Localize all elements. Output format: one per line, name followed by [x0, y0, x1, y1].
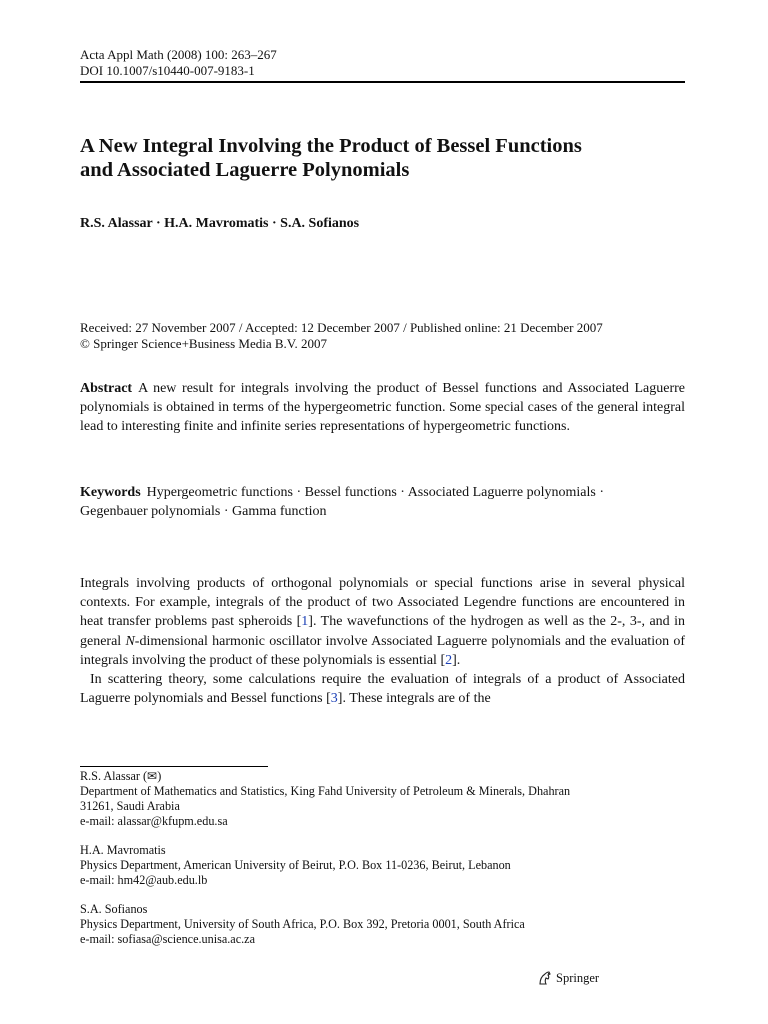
affiliation-email[interactable]: e-mail: alassar@kfupm.edu.sa — [80, 814, 228, 828]
keywords — [80, 483, 640, 521]
publisher-name: Springer — [556, 970, 600, 985]
springer-horse-icon — [537, 970, 553, 986]
citation-link-2[interactable]: 2 — [445, 652, 453, 668]
copyright-line: © Springer Science+Business Media B.V. 2007 — [80, 336, 327, 351]
paragraph-text: -dimensional harmonic oscillator involve Associated Laguerre polynomials and the evaluation of integrals involving the product of these polynomials is essential [ — [80, 633, 685, 668]
affiliation-mavromatis — [80, 843, 685, 888]
footnote-rule — [80, 766, 268, 767]
publisher-logo — [537, 970, 599, 986]
abstract-text: A new result for integrals involving the product of Bessel functions and Associated Laguerre polynomials is obtained in terms of the hypergeometric function. Some special cases of the general integral lead to interesting finite and infinite series representations of hypergeometric functions. — [80, 381, 685, 435]
abstract-label: Abstract — [80, 381, 133, 396]
paragraph-1 — [80, 574, 685, 670]
affiliation-name: S.A. Sofianos — [80, 902, 148, 916]
paragraph-text: Integrals involving products of orthogonal polynomials or special functions arise in several physical contexts. For example, integrals of the product of two Associated Legendre functions are encountered in heat transfer problems past spheroids [ — [80, 576, 685, 630]
affiliation-email[interactable]: e-mail: sofiasa@science.unisa.ac.za — [80, 932, 255, 946]
author-affiliations — [80, 769, 685, 961]
citation-link-3[interactable]: 3 — [330, 691, 338, 707]
abstract — [80, 379, 685, 437]
title-line-2: and Associated Laguerre Polynomials — [80, 159, 410, 181]
title-line-1: A New Integral Involving the Product of Bessel Functions — [80, 135, 582, 157]
paragraph-text: In scattering theory, some calculations require the evaluation of integrals of a product of Associated Laguerre polynomials and Bessel functions [ — [80, 672, 685, 707]
header-rule — [80, 81, 685, 83]
paragraph-text: ]. These integrals are of the — [337, 691, 491, 707]
affiliation-name: H.A. Mavromatis — [80, 843, 166, 857]
affiliation-address: Physics Department, University of South Africa, P.O. Box 392, Pretoria 0001, South Africa — [80, 917, 525, 931]
math-variable-n: N — [125, 633, 135, 649]
affiliation-email[interactable]: e-mail: hm42@aub.edu.lb — [80, 873, 208, 887]
paragraph-2 — [80, 670, 685, 708]
affiliation-alassar — [80, 769, 685, 829]
author-list: R.S. Alassar · H.A. Mavromatis · S.A. Sofianos — [80, 216, 360, 231]
affiliation-name: R.S. Alassar (✉) — [80, 769, 162, 783]
dates-line: Received: 27 November 2007 / Accepted: 12 December 2007 / Published online: 21 December 2007 — [80, 320, 603, 335]
keywords-text: Hypergeometric functions · Bessel functions · Associated Laguerre polynomials · Gegenbauer polynomials · Gamma function — [80, 485, 605, 520]
journal-reference — [80, 47, 277, 79]
citation-link-1[interactable]: 1 — [301, 614, 309, 630]
publication-dates — [80, 320, 603, 352]
journal-citation: Acta Appl Math (2008) 100: 263–267 — [80, 47, 277, 62]
affiliation-address: Department of Mathematics and Statistics, King Fahd University of Petroleum & Minerals, Dhahran — [80, 784, 571, 798]
affiliation-sofianos — [80, 902, 685, 947]
doi-link[interactable]: DOI 10.1007/s10440-007-9183-1 — [80, 63, 255, 78]
paragraph-text: ]. The wavefunctions of the hydrogen as well as the 2-, 3-, and in general — [80, 614, 685, 649]
affiliation-address: Physics Department, American University of Beirut, P.O. Box 11-0236, Beirut, Lebanon — [80, 858, 511, 872]
article-title — [80, 134, 685, 182]
paragraph-text: ]. — [452, 652, 461, 668]
keywords-label: Keywords — [80, 485, 141, 500]
affiliation-address: 31261, Saudi Arabia — [80, 799, 180, 813]
body-text — [80, 574, 685, 708]
